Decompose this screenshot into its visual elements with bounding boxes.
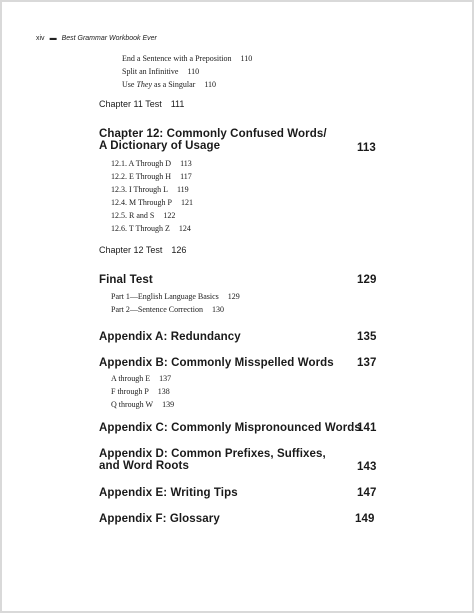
toc-entry-label-emphasis: They: [136, 80, 153, 89]
page-number: xiv: [36, 35, 45, 42]
heading-line-1: Chapter 12: Commonly Confused Words/: [99, 128, 327, 140]
toc-entry-page: 117: [180, 172, 192, 181]
toc-heading-appendix-d: [99, 448, 326, 472]
toc-entry-label: Chapter 11 Test: [99, 99, 162, 109]
toc-heading-page: 129: [357, 274, 377, 286]
toc-heading-appendix-c: Appendix C: Commonly Mispronounced Words: [99, 422, 361, 434]
toc-entry-page: 138: [157, 387, 170, 396]
toc-entry-page: 110: [187, 67, 200, 76]
toc-entry-page: 113: [180, 159, 192, 168]
toc-entry-page: 126: [171, 245, 187, 255]
toc-section-a-through-e: [111, 374, 171, 383]
toc-section-12-6: [111, 224, 191, 233]
toc-entry-label: Split an Infinitive: [122, 67, 179, 76]
toc-entry-chapter-12-test: [99, 245, 186, 255]
running-head: [36, 35, 157, 42]
book-title: Best Grammar Workbook Ever: [61, 35, 157, 42]
toc-heading-appendix-f: Appendix F: Glossary: [99, 513, 220, 525]
toc-entry-label: 12.1. A Through D: [111, 159, 172, 168]
toc-entry-page: 121: [180, 198, 193, 207]
toc-section-12-3: [111, 185, 189, 194]
toc-entry-label: 12.5. R and S: [111, 211, 155, 220]
toc-entry-label: Part 1—English Language Basics: [111, 292, 219, 301]
toc-heading-page: 147: [357, 487, 377, 499]
toc-entry-page: 110: [240, 54, 253, 63]
toc-entry-page: 119: [176, 185, 189, 194]
toc-entry-label: 12.3. I Through L: [111, 185, 168, 194]
toc-heading-page: 143: [357, 461, 377, 473]
separator-dash: ▬: [49, 35, 57, 42]
heading-line-2: and Word Roots: [99, 460, 189, 472]
toc-entry-label: A through E: [111, 374, 151, 383]
toc-entry-label: End a Sentence with a Preposition: [122, 54, 232, 63]
toc-entry-chapter-11-test: [99, 99, 184, 109]
toc-heading-appendix-b: Appendix B: Commonly Misspelled Words: [99, 357, 334, 369]
toc-section-12-1: [111, 159, 192, 168]
toc-entry-page: 110: [204, 80, 217, 89]
toc-section-f-through-p: [111, 387, 170, 396]
heading-line-1: Appendix D: Common Prefixes, Suffixes,: [99, 448, 326, 460]
toc-heading-page: 141: [357, 422, 377, 434]
toc-section-part-1: [111, 292, 240, 301]
toc-entry-label-end: as a Singular: [152, 80, 196, 89]
toc-entry-label-start: Use: [122, 80, 137, 89]
toc-section-12-5: [111, 211, 175, 220]
toc-heading-chapter-12: [99, 128, 327, 152]
toc-heading-page: 135: [357, 331, 377, 343]
toc-section-12-2: [111, 172, 192, 181]
toc-entry-label: 12.4. M Through P: [111, 198, 172, 207]
toc-heading-page: 149: [355, 513, 375, 525]
toc-entry-label: Q through W: [111, 400, 154, 409]
toc-entry-page: 137: [159, 374, 172, 383]
toc-entry-page: 111: [170, 99, 185, 109]
toc-heading-appendix-e: Appendix E: Writing Tips: [99, 487, 238, 499]
toc-entry-page: 130: [211, 305, 224, 314]
toc-heading-appendix-a: Appendix A: Redundancy: [99, 331, 241, 343]
toc-entry-page: 122: [163, 211, 176, 220]
toc-entry-page: 139: [162, 400, 175, 409]
toc-heading-page: 137: [357, 357, 377, 369]
toc-entry-label: Chapter 12 Test: [99, 245, 163, 255]
toc-entry-label: 12.6. T Through Z: [111, 224, 170, 233]
toc-entry-page: 129: [227, 292, 240, 301]
toc-entry-they-singular: [122, 80, 216, 89]
toc-entry-label: 12.2. E Through H: [111, 172, 172, 181]
toc-section-12-4: [111, 198, 193, 207]
toc-heading-page: 113: [357, 142, 376, 154]
heading-line-2: A Dictionary of Usage: [99, 140, 221, 152]
toc-entry-page: 124: [178, 224, 191, 233]
toc-entry-split-infinitive: [122, 67, 199, 76]
toc-entry-label: Part 2—Sentence Correction: [111, 305, 203, 314]
toc-section-q-through-w: [111, 400, 174, 409]
toc-entry-end-sentence-preposition: [122, 54, 252, 63]
toc-entry-label: F through P: [111, 387, 149, 396]
toc-heading-final-test: Final Test: [99, 274, 153, 286]
toc-section-part-2: [111, 305, 224, 314]
